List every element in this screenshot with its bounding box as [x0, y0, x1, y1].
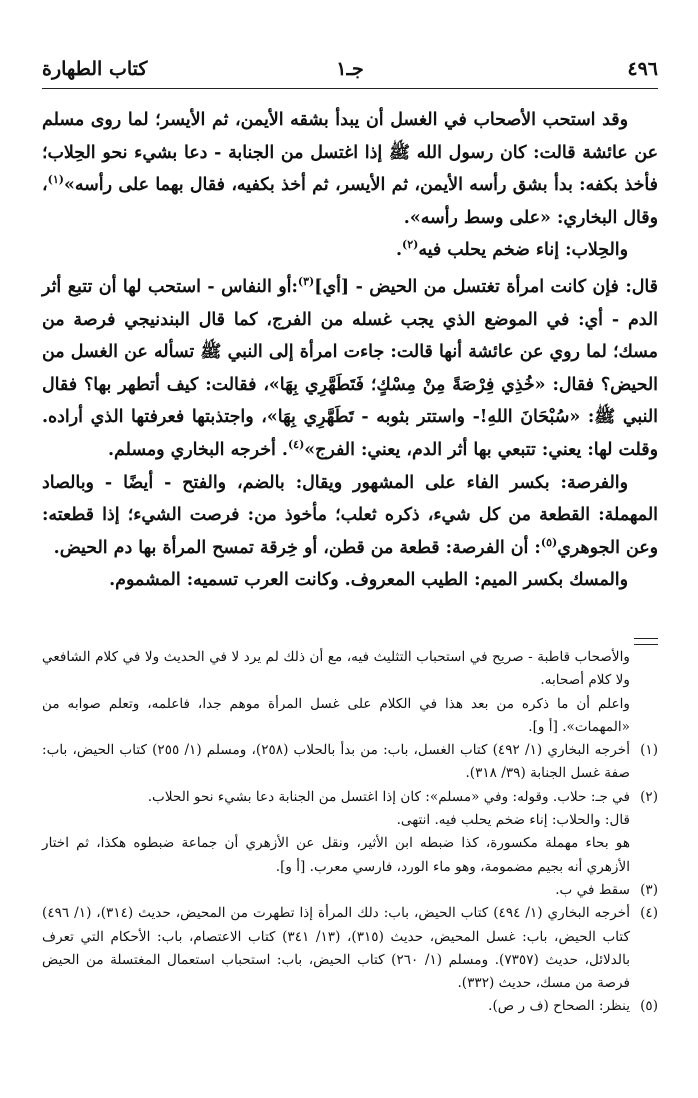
book-title: كتاب الطهارة	[42, 58, 148, 80]
page-number: ٤٩٦	[627, 58, 658, 80]
footnote-number: (١)	[640, 742, 658, 759]
paragraph-1: وقد استحب الأصحاب في الغسل أن يبدأ بشقه الأيمن، ثم الأيسر؛ لما روى مسلم عن عائشة قالت: كان رسول الله ﷺ إذا اغتسل من الجنابة - دعا بشيء نحو الحِلاب؛ فأخذ بكفه: بدأ بشق رأسه الأيمن، ثم الأيسر، ثم أخذ بكفيه، فقال بهما على رأسه»$^{(١)}$، وقال البخاري: «على وسط رأسه».	[42, 110, 658, 228]
footnote-ref-1[interactable]: (١)	[47, 173, 64, 187]
footnote-text: هو بحاء مهملة مكسورة، كذا ضبطه ابن الأثير، ونقل عن الأزهري أن جماعة ضبطوه هكذا، ثم اختار الأزهري أنه بجيم مضمومة، وهو ماء الورد، فارسي معرب. [أ و].	[42, 835, 630, 875]
footnote-item	[42, 809, 658, 832]
footnote-number	[630, 832, 658, 879]
footnote-item	[42, 832, 658, 879]
paragraph-2: والحِلاب: إناء ضخم يحلب فيه$^{(٢)}$.	[395, 238, 628, 261]
footnote-separator	[634, 638, 658, 645]
footnote-item	[42, 739, 658, 786]
footnote-item	[42, 786, 658, 809]
main-text	[42, 104, 658, 597]
footnote-number: (٤)	[640, 905, 658, 922]
paragraph-4: والفرصة: بكسر الفاء على المشهور ويقال: بالضم، والفتح - أيضًا - وبالصاد المهملة: القطعة من كل شيء، ذكره ثعلب؛ مأخوذ من: فرصت الشيء؛ إذا قطعته: وعن الجوهري$^{(٥)}$: أن الفرصة: قطعة من قطن، أو خِرقة تمسح المرأة بها دم الحيض.	[42, 472, 658, 558]
paragraph-3: قال: فإن كانت امرأة تغتسل من الحيض - [أي]$^{(٣)}$:أو النفاس - استحب لها أن تتبع أثر الدم - أي: في الموضع الذي يجب غسله من الفرج، كما قال البندنيجي فرصة من مسك؛ لما روي عن عائشة أنها قالت: جاءت امرأة إلى النبي ﷺ تسأله عن الغسل من الحيض؟ فقال: «خُذِي فِرْصَةً مِنْ مِسْكٍ؛ فَتَطَهَّرِي بِهَا»، فقالت: كيف أتطهر بها؟ فقال النبي ﷺ: «سُبْحَانَ اللهِ!- واستتر بثوبه - تَطَهَّرِي بِهَا»، واجتذبتها فعرفتها الذي أراده. وقلت لها: يعني: تتبعي بها أثر الدم، يعني: الفرج»$^{(٤)}$. أخرجه البخاري ومسلم.	[42, 275, 658, 460]
footnote-item	[42, 902, 658, 995]
footnote-ref-3[interactable]: (٣)	[297, 275, 315, 289]
footnote-text: ينظر: الصحاح (ف ر ص).	[488, 998, 630, 1015]
footnote-ref-2[interactable]: (٢)	[402, 238, 419, 252]
footnote-ref-5[interactable]: (٥)	[540, 535, 558, 549]
footnote-item	[42, 995, 658, 1018]
footnote-continuation-2: واعلم أن ما ذكره من بعد هذا في الكلام على غسل المرأة موهم جدا، فاعلمه، وتعلم صوابه من «المهمات». [أ و].	[42, 695, 630, 735]
footnote-text: قال: والحلاب: إناء ضخم يحلب فيه. انتهى.	[396, 812, 630, 829]
footnote-text: أخرجه البخاري (١/ ٤٩٤) كتاب الحيض، باب: دلك المرأة إذا تطهرت من المحيض، حديث (٣١٤)، (١/ ٤٩٦) كتاب الحيض، باب: غسل المحيض، حديث (٣١٥)، (١٣/ ٣٤١) كتاب الاعتصام، باب: الأحكام التي تعرف بالدلائل، حديث (٧٣٥٧). ومسلم (١/ ٢٦٠) كتاب الحيض، باب: استحباب استعمال المغتسلة من الحيض فرصة من مسك، حديث (٣٣٢).	[42, 905, 630, 992]
footnote-ref-4[interactable]: (٤)	[287, 438, 305, 452]
footnote-text: في جـ: حلاب. وقوله: وفي «مسلم»: كان إذا اغتسل من الجنابة دعا بشيء نحو الحلاب.	[147, 788, 630, 805]
footnote-text: سقط في ب.	[555, 881, 630, 898]
footnote-text: أخرجه البخاري (١/ ٤٩٢) كتاب الغسل، باب: من بدأ بالحلاب (٢٥٨)، ومسلم (١/ ٢٥٥) كتاب الحيض، باب: صفة غسل الجنابة (٣٩/ ٣١٨).	[42, 742, 630, 782]
footnote-item	[42, 879, 658, 902]
footnote-number: (٣)	[640, 881, 658, 898]
footnote-number: (٥)	[640, 998, 658, 1015]
footnote-continuation-1: والأصحاب قاطبة - صريح في استحباب التثليث فيه، مع أن ذلك لم يرد لا في الحديث ولا في كلام الشافعي ولا كلام أصحابه.	[42, 649, 630, 689]
paragraph-5: والمسك بكسر الميم: الطيب المعروف. وكانت العرب تسميه: المشموم.	[109, 570, 628, 591]
page-header	[42, 56, 658, 89]
volume-label: جـ١	[336, 58, 364, 80]
footnote-number: (٢)	[640, 788, 658, 805]
footnote-number	[630, 809, 658, 832]
footnotes	[42, 646, 658, 1019]
